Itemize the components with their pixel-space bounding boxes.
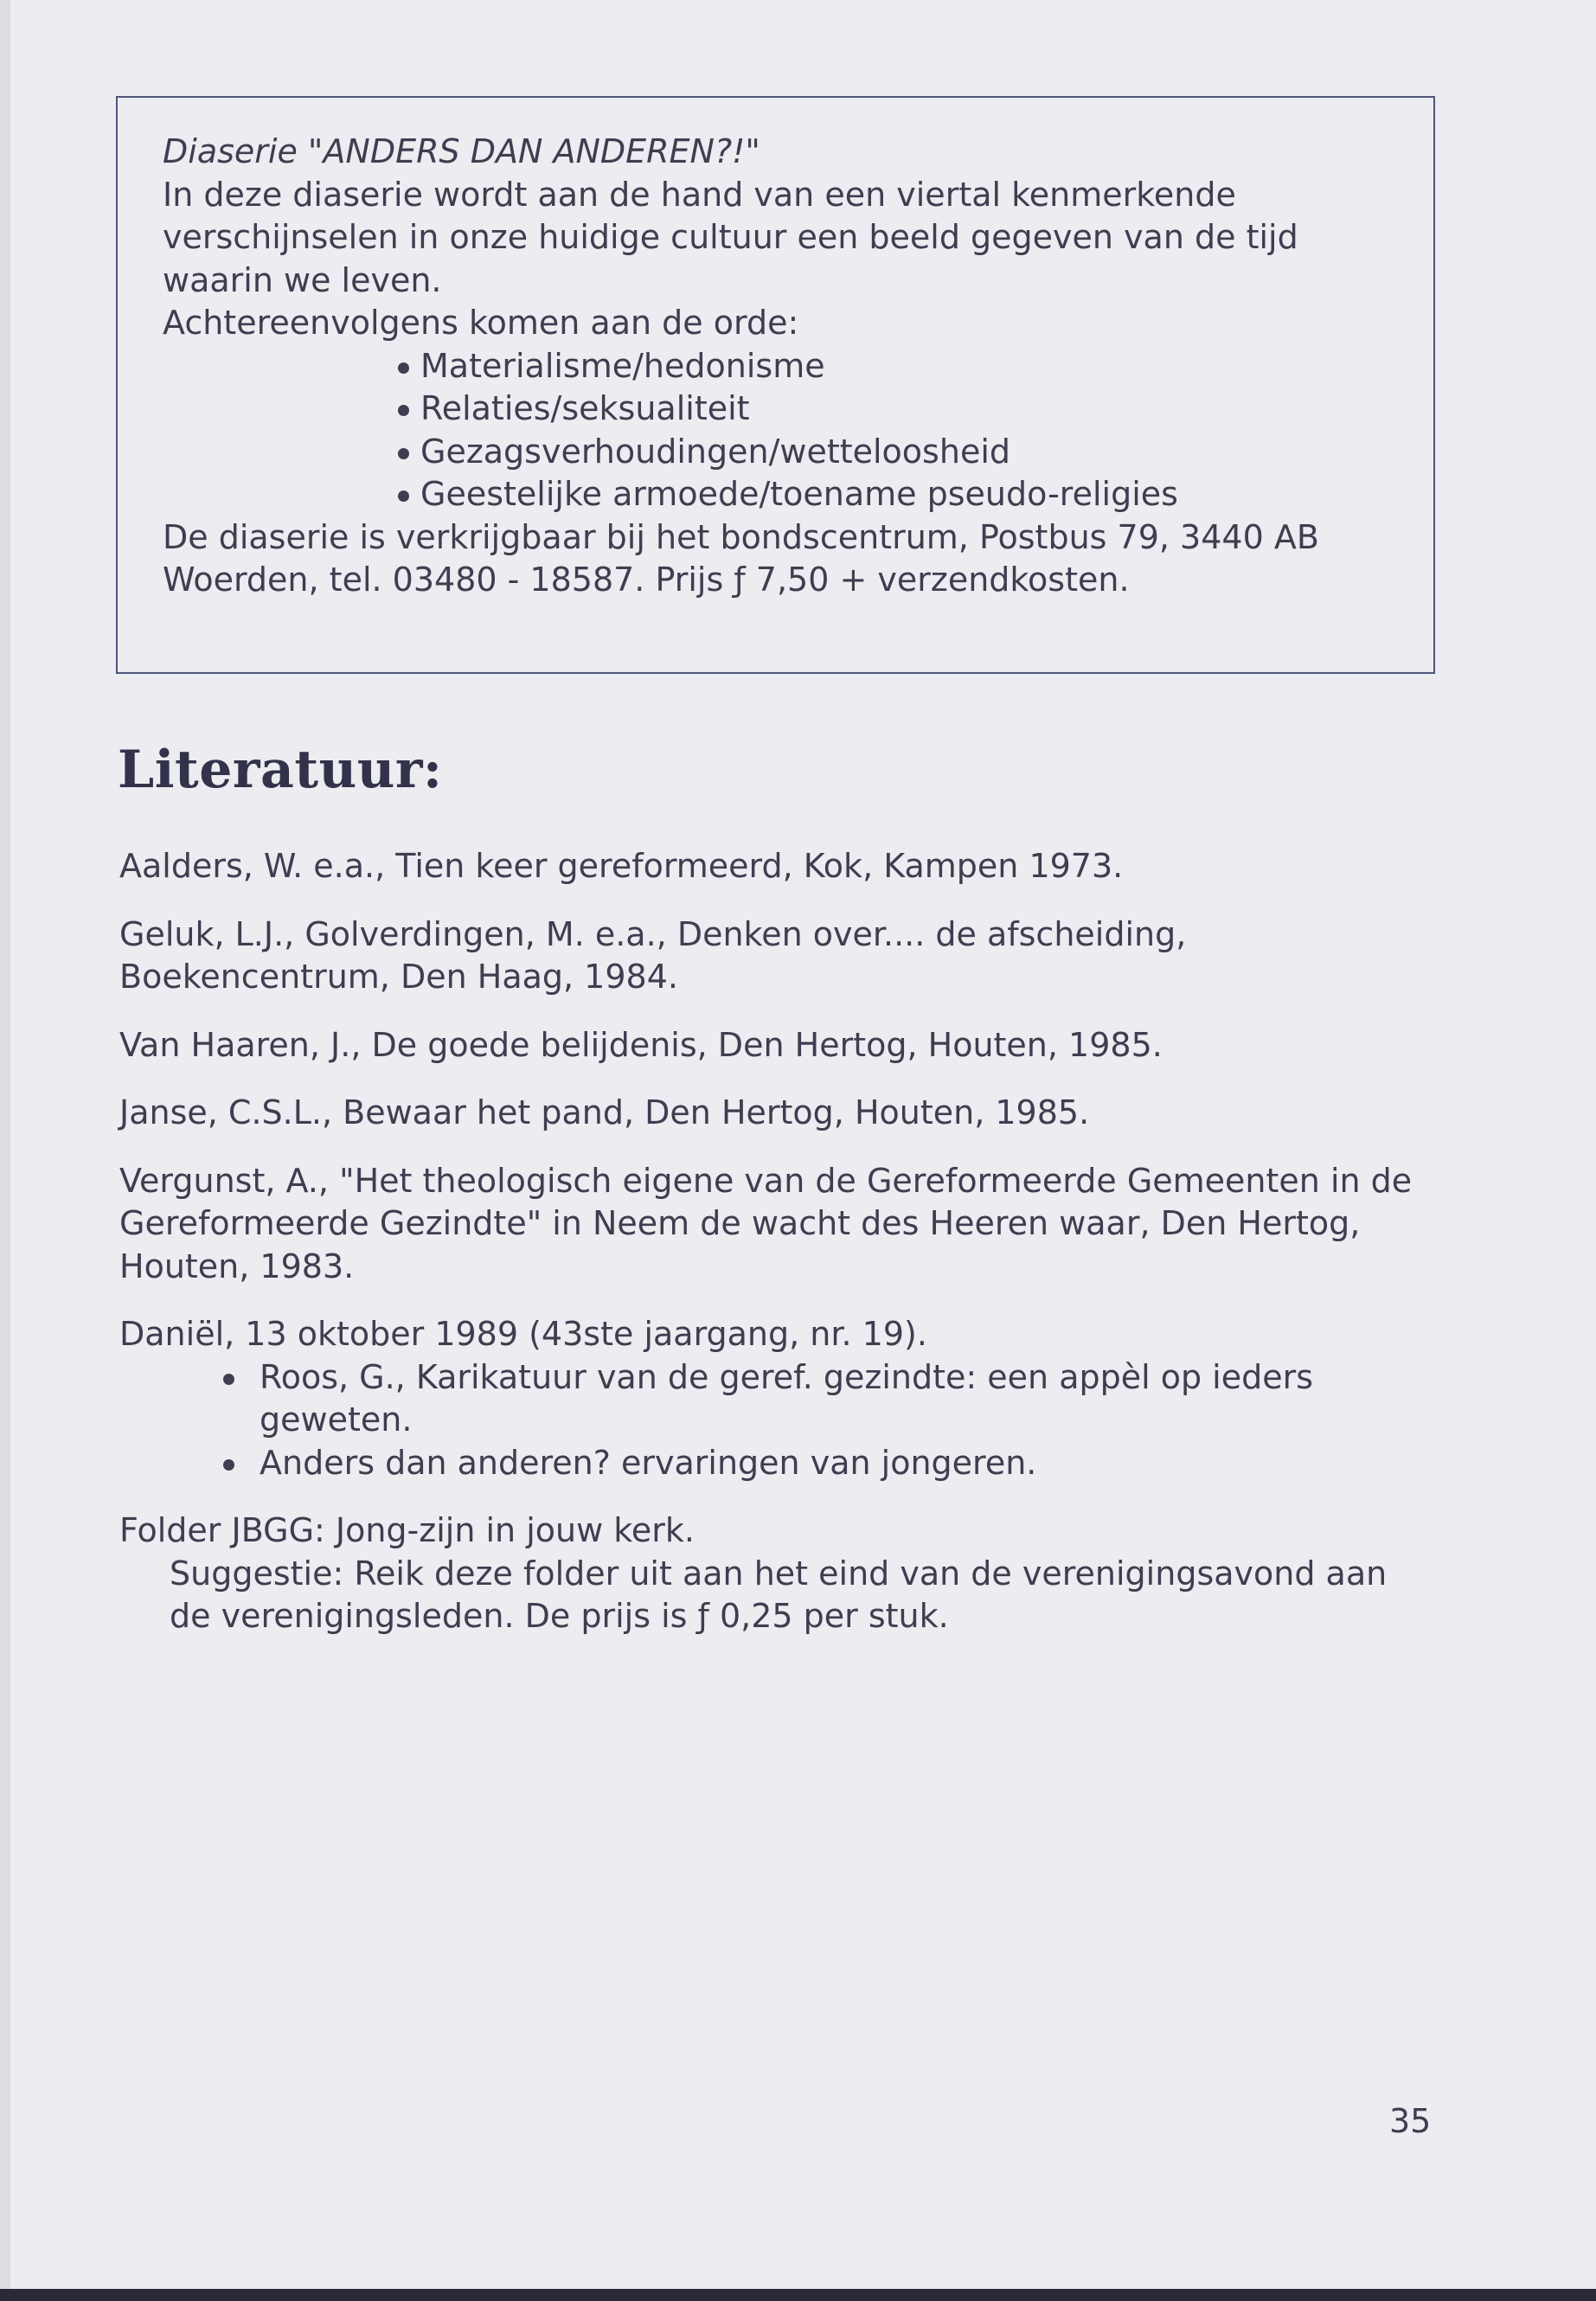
box-intro: In deze diaserie wordt aan de hand van een viertal kenmerkende verschijnselen in onze huidige cultuur een beeld gegeven van de tijd waarin we leven. — [163, 175, 1298, 299]
daniel-ref — [119, 1313, 1426, 1484]
daniel-line: Daniël, 13 oktober 1989 (43ste jaargang, nr. 19). — [119, 1315, 927, 1353]
box-topic-item: Relaties/seksualiteit — [398, 388, 1388, 431]
daniel-article-item: Roos, G., Karikatuur van de geref. gezindte: een appèl op ieders geweten. — [223, 1356, 1426, 1442]
daniel-article-item: Anders dan anderen? ervaringen van jongeren. — [223, 1442, 1426, 1485]
literature-ref: Janse, C.S.L., Bewaar het pand, Den Hertog, Houten, 1985. — [119, 1093, 1090, 1131]
literature-ref: Aalders, W. e.a., Tien keer gereformeerd, Kok, Kampen 1973. — [119, 847, 1124, 885]
slideshow-info-box — [116, 96, 1435, 674]
folder-ref — [119, 1509, 1426, 1638]
box-availability: De diaserie is verkrijgbaar bij het bondscentrum, Postbus 79, 3440 AB Woerden, tel. 03480 - 18587. Prijs ƒ 7,50 + verzendkosten. — [163, 517, 1319, 599]
folder-suggestion: Suggestie: Reik deze folder uit aan het eind van de verenigingsavond aan de verenigingsleden. De prijs is ƒ 0,25 per stuk. — [170, 1554, 1388, 1635]
literature-heading: Literatuur: — [118, 740, 443, 800]
box-topic-item: Gezagsverhoudingen/wetteloosheid — [398, 431, 1388, 474]
folder-line: Folder JBGG: Jong-zijn in jouw kerk. — [119, 1511, 695, 1549]
box-title: Diaserie "ANDERS DAN ANDEREN?!" — [163, 132, 760, 170]
page-edge-shadow — [0, 0, 10, 2301]
scan-bottom-edge — [0, 2289, 1596, 2301]
box-topic-item: Materialisme/hedonisme — [398, 345, 1388, 388]
literature-list — [119, 845, 1426, 1663]
box-topic-item: Geestelijke armoede/toename pseudo-religies — [398, 473, 1388, 516]
box-topic-list — [163, 345, 1388, 516]
literature-ref: Van Haaren, J., De goede belijdenis, Den Hertog, Houten, 1985. — [119, 1025, 1163, 1064]
daniel-article-list — [119, 1356, 1426, 1485]
literature-ref: Geluk, L.J., Golverdingen, M. e.a., Denken over.... de afscheiding, Boekencentrum, Den Haag, 1984. — [119, 914, 1187, 996]
box-order-line: Achtereenvolgens komen aan de orde: — [163, 304, 799, 342]
page-number: 35 — [1389, 2102, 1432, 2140]
literature-ref: Vergunst, A., "Het theologisch eigene van de Gereformeerde Gemeenten in de Gereformeerde Gezindte" in Neem de wacht des Heeren waar, Den Hertog, Houten, 1983. — [119, 1161, 1413, 1285]
